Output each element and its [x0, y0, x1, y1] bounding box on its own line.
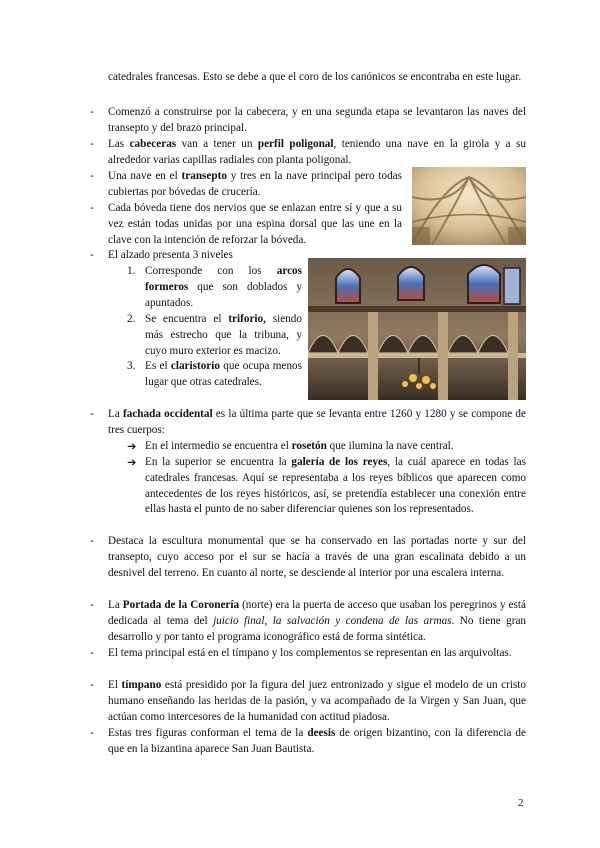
paragraph-timpano: El tímpano está presidido por la figura del juez entronizado y sigue el modelo de un cristo humano enseñando las heridas de la pasión, y va acompañado de la Virgen y San Juan, que actúan como intercesores de la humanidad con actitud piadosa.: [108, 679, 526, 723]
page-number: 2: [518, 797, 524, 809]
paragraph-escultura: Destaca la escultura monumental que se ha conservado en las portadas norte y sur del transepto, cuyo acceso por el sur se hacía a través de una gran escalinata debido a un desnivel del terreno. En cuanto al norte, se desciende al interior por una escalera interna.: [108, 535, 526, 579]
cathedral-interior-image-icon: [308, 258, 526, 400]
arrow-right-icon: ➔: [127, 440, 137, 453]
paragraph-fachada: La fachada occidental es la última parte que se levanta entre 1260 y 1280 y se compone de tres cuerpos:: [108, 408, 526, 436]
bullet-dash: -: [90, 170, 94, 182]
paragraph-transepto: Una nave en el transepto y tres en la nave principal pero todas cubiertas por bóvedas de crucería.: [108, 170, 402, 198]
arrow-item-galeria: En la superior se encuentra la galería de los reyes, la cuál aparece en todas las catedrales francesas. Aquí se representaba a los reyes bíblicos que aparecen como antecedentes de los reyes históricos, así, se pretendía establecer una conexión entre ellas hasta el punto de no saber diferenciar quienes son los representados.: [145, 456, 526, 516]
paragraph-alzado: El alzado presenta 3 niveles: [108, 249, 233, 261]
bullet-dash: -: [90, 647, 94, 659]
paragraph-continuation: catedrales francesas. Esto se debe a que el coro de los canónicos se encontraba en este lugar.: [108, 71, 522, 83]
vault-photo: [412, 167, 526, 245]
list-item-claristorio: Es el claristorio que ocupa menos lugar que otras catedrales.: [145, 360, 302, 388]
list-number: 2.: [127, 313, 136, 325]
list-item-triforio: Se encuentra el triforio, siendo más estrecho que la tribuna, y cuyo muro exterior es macizo.: [145, 313, 302, 357]
bullet-dash: -: [90, 727, 94, 739]
bullet-dash: -: [90, 535, 94, 547]
list-number: 1.: [127, 265, 136, 277]
paragraph-boveda: Cada bóveda tiene dos nervios que se enlazan entre sí y que a su vez están todas unidas por una espina dorsal que las une en la clave con la intención de reforzar la bóveda.: [108, 202, 402, 246]
list-item-arcos: Corresponde con los arcos formeros que son doblados y apuntados.: [145, 265, 302, 309]
bullet-dash: -: [90, 106, 94, 118]
paragraph-cabeceras: Las cabeceras van a tener un perfil poligonal, teniendo una nave en la girola y a su alrededor varias capillas radiales con planta poligonal.: [108, 138, 526, 166]
vault-image-icon: [412, 167, 526, 245]
arrow-item-roseton: En el intermedio se encuentra el rosetón que ilumina la nave central.: [145, 440, 454, 452]
list-number: 3.: [127, 360, 136, 372]
interior-photo: [308, 258, 526, 400]
bullet-dash: -: [90, 249, 94, 261]
paragraph-construction: Comenzó a construirse por la cabecera, y en una segunda etapa se levantaron las naves del transepto y del brazo principal.: [108, 106, 526, 134]
bullet-dash: -: [90, 202, 94, 214]
bullet-dash: -: [90, 599, 94, 611]
bullet-dash: -: [90, 138, 94, 150]
bullet-dash: -: [90, 408, 94, 420]
bullet-dash: -: [90, 679, 94, 691]
paragraph-deesis: Estas tres figuras conforman el tema de la deesis de origen bizantino, con la diferencia de que en la bizantina aparece San Juan Bautista.: [108, 727, 526, 755]
arrow-right-icon: ➔: [127, 456, 137, 469]
paragraph-coroneria: La Portada de la Coronería (norte) era la puerta de acceso que usaban los peregrinos y está dedicada al tema del juicio final, la salvación y condena de las armas. No tiene gran desarrollo y por tanto el programa iconográfico está de forma sintética.: [108, 599, 527, 643]
paragraph-tema: El tema principal está en el tímpano y los complementos se representan en las arquivoltas.: [108, 647, 512, 659]
